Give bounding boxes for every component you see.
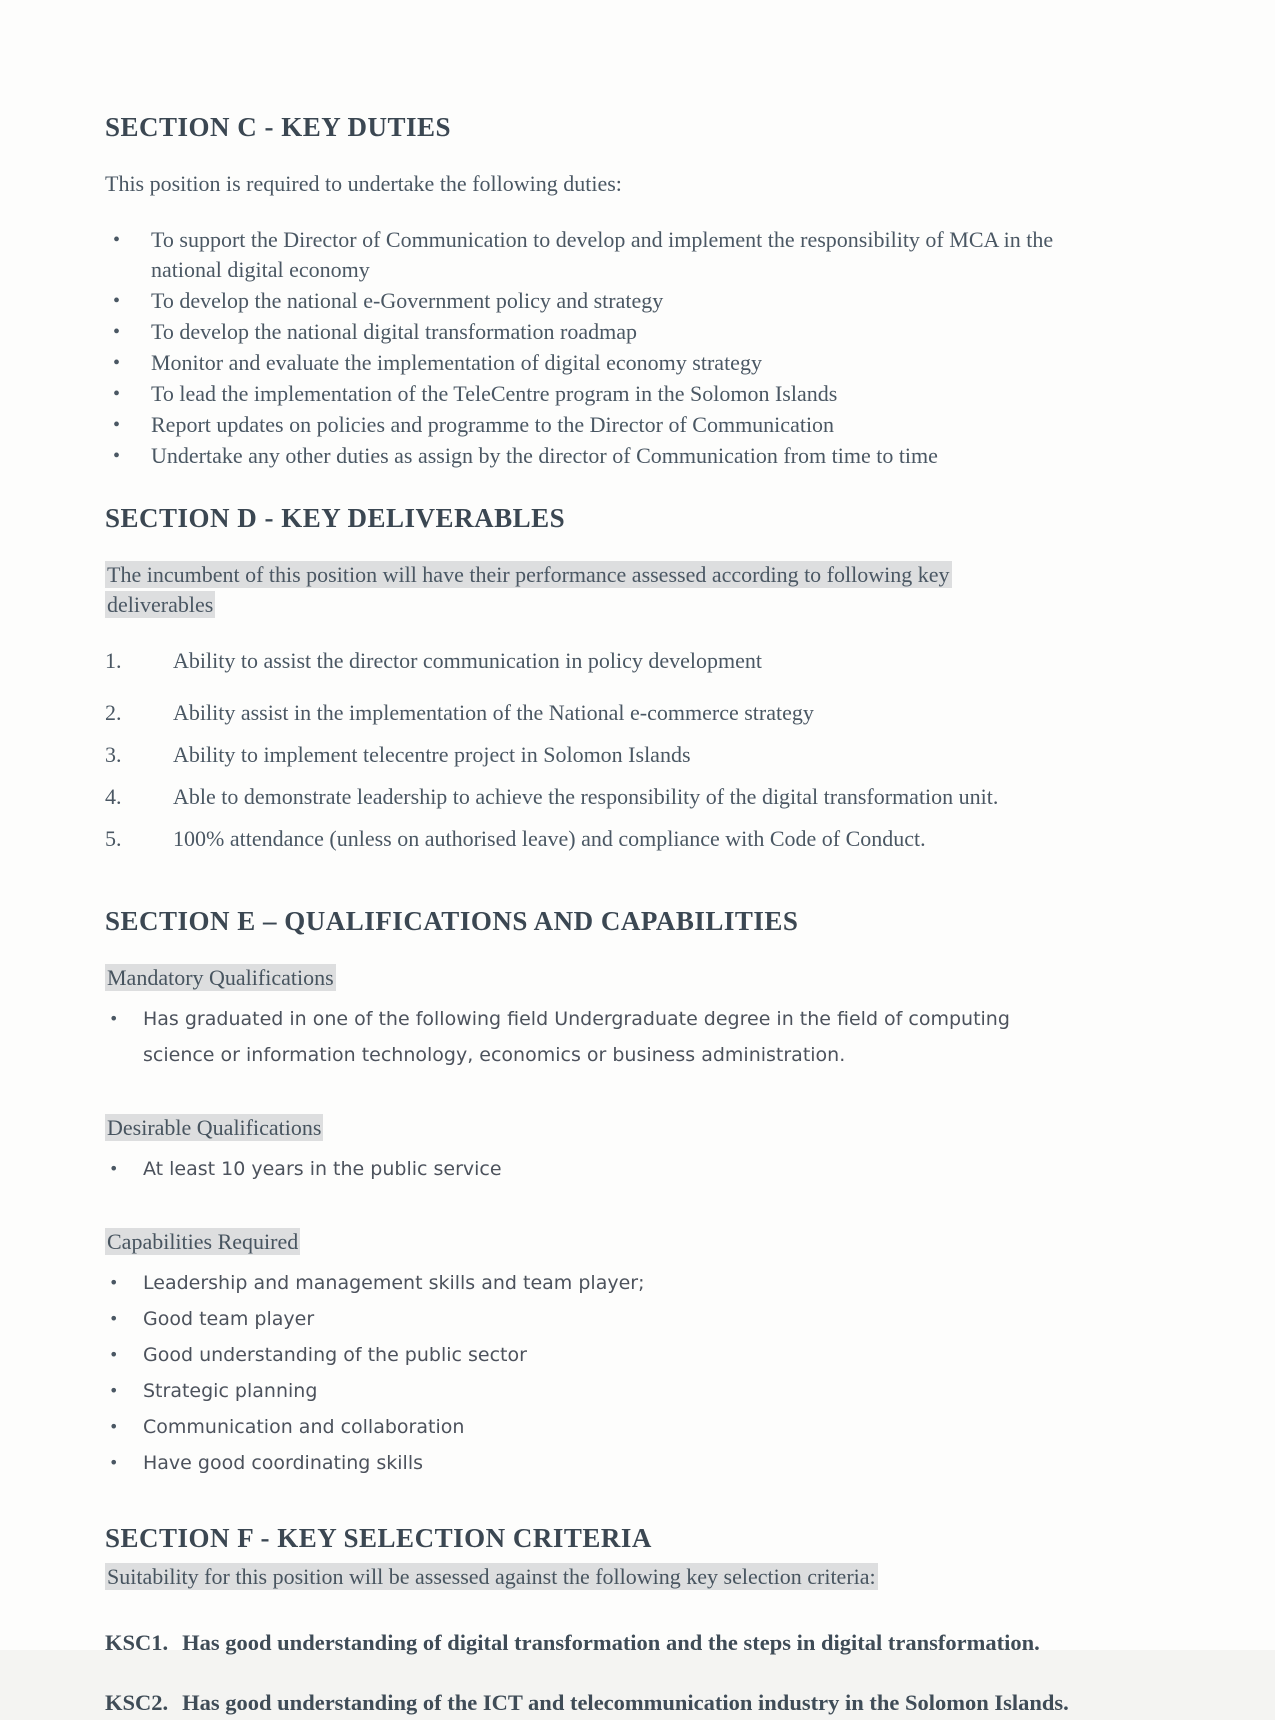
bullet-icon: • <box>113 352 121 374</box>
deliverables-list <box>105 646 1145 854</box>
deliverable-number: 1. <box>105 648 122 673</box>
highlighted-text: Mandatory Qualifications <box>107 965 334 990</box>
duty-text: Undertake any other duties as assign by the director of Communication from time to time <box>151 443 938 468</box>
deliverable-text: Ability to assist the director communication in policy development <box>173 648 762 673</box>
section-qualifications <box>105 906 1145 1481</box>
bullet-icon: • <box>113 383 121 405</box>
deliverable-row <box>105 740 1115 770</box>
qualification-text: At least 10 years in the public service <box>143 1158 502 1180</box>
bullet-icon: • <box>109 1381 119 1400</box>
duty-item <box>105 410 1105 440</box>
capability-text: Good team player <box>143 1308 315 1330</box>
duty-item <box>105 225 1105 285</box>
section-c-intro: This position is required to undertake the following duties: <box>105 171 622 196</box>
deliverable-text: Able to demonstrate leadership to achieve the responsibility of the digital transformation unit. <box>173 784 999 809</box>
deliverable-number: 5. <box>105 826 122 851</box>
deliverable-row <box>105 824 1115 854</box>
capability-text: Have good coordinating skills <box>143 1452 424 1474</box>
qualification-text: Has graduated in one of the following field Undergraduate degree in the field of computing science or information technology, economics or business administration. <box>143 1008 1010 1066</box>
deliverable-row <box>105 646 1115 676</box>
ksc-row <box>105 1686 1085 1720</box>
bullet-icon: • <box>109 1009 119 1028</box>
ksc-label: KSC1. <box>105 1630 169 1655</box>
section-selection-criteria <box>105 1523 1145 1720</box>
bullet-icon: • <box>113 445 121 467</box>
qualification-item <box>105 1001 1085 1073</box>
deliverable-text: Ability to implement telecentre project in Solomon Islands <box>173 742 691 767</box>
capability-text: Strategic planning <box>143 1380 318 1402</box>
bullet-icon: • <box>109 1159 119 1178</box>
highlighted-text: Capabilities Required <box>107 1229 299 1254</box>
duty-item <box>105 286 1105 316</box>
capabilities-heading <box>105 1227 300 1257</box>
desirable-list <box>105 1151 1145 1187</box>
capability-item <box>105 1265 1085 1301</box>
duty-text: Monitor and evaluate the implementation of digital economy strategy <box>151 350 762 375</box>
duties-list <box>105 225 1145 471</box>
duty-text: To develop the national e-Government policy and strategy <box>151 288 664 313</box>
section-f-intro <box>105 1562 1105 1592</box>
desirable-qualifications <box>105 1113 1145 1187</box>
capabilities-list <box>105 1265 1145 1481</box>
capability-text: Leadership and management skills and team player; <box>143 1272 645 1294</box>
bullet-icon: • <box>109 1273 119 1292</box>
bullet-icon: • <box>109 1453 119 1472</box>
section-key-deliverables <box>105 503 1145 854</box>
bullet-icon: • <box>113 290 121 312</box>
bullet-icon: • <box>109 1345 119 1364</box>
duty-item <box>105 317 1105 347</box>
capability-item <box>105 1337 1085 1373</box>
deliverable-row <box>105 698 1115 728</box>
highlighted-text: The incumbent of this position will have their performance assessed according to following key deliverables <box>107 562 950 617</box>
capability-item <box>105 1445 1085 1481</box>
deliverable-number: 2. <box>105 700 122 725</box>
deliverable-row <box>105 782 1115 812</box>
bullet-icon: • <box>109 1417 119 1436</box>
bullet-icon: • <box>113 229 121 251</box>
capability-item <box>105 1301 1085 1337</box>
capability-item <box>105 1409 1085 1445</box>
highlighted-text: Desirable Qualifications <box>107 1115 322 1140</box>
ksc-text: Has good understanding of digital transformation and the steps in digital transformation. <box>182 1630 1040 1655</box>
duty-text: Report updates on policies and programme to the Director of Communication <box>151 412 835 437</box>
section-e-heading: SECTION E – QUALIFICATIONS AND CAPABILITIES <box>105 906 799 936</box>
deliverable-number: 3. <box>105 742 122 767</box>
duty-text: To lead the implementation of the TeleCentre program in the Solomon Islands <box>151 381 838 406</box>
duty-text: To develop the national digital transformation roadmap <box>151 319 637 344</box>
capability-text: Communication and collaboration <box>143 1416 465 1438</box>
duty-item <box>105 348 1105 378</box>
capabilities-required <box>105 1227 1145 1481</box>
mandatory-heading <box>105 963 336 993</box>
deliverable-number: 4. <box>105 784 122 809</box>
duty-item <box>105 441 1105 471</box>
mandatory-list <box>105 1001 1145 1073</box>
deliverable-text: Ability assist in the implementation of the National e-commerce strategy <box>173 700 814 725</box>
desirable-heading <box>105 1113 323 1143</box>
capability-item <box>105 1373 1085 1409</box>
bullet-icon: • <box>113 414 121 436</box>
mandatory-qualifications <box>105 963 1145 1073</box>
qualification-item <box>105 1151 1085 1187</box>
bullet-icon: • <box>109 1309 119 1328</box>
capability-text: Good understanding of the public sector <box>143 1344 527 1366</box>
deliverable-text: 100% attendance (unless on authorised leave) and compliance with Code of Conduct. <box>173 826 926 851</box>
section-f-heading: SECTION F - KEY SELECTION CRITERIA <box>105 1523 652 1553</box>
ksc-label: KSC2. <box>105 1690 169 1715</box>
section-c-heading: SECTION C - KEY DUTIES <box>105 112 452 142</box>
section-d-intro <box>105 560 1035 620</box>
ksc-text: Has good understanding of the ICT and telecommunication industry in the Solomon Islands. <box>182 1690 1069 1715</box>
section-d-heading: SECTION D - KEY DELIVERABLES <box>105 503 566 533</box>
ksc-row <box>105 1626 1085 1660</box>
highlighted-text: Suitability for this position will be assessed against the following key selection criteria: <box>107 1564 876 1589</box>
section-key-duties <box>105 112 1145 471</box>
duty-item <box>105 379 1105 409</box>
duty-text: To support the Director of Communication to develop and implement the responsibility of MCA in the national digital economy <box>151 227 1054 282</box>
bullet-icon: • <box>113 321 121 343</box>
